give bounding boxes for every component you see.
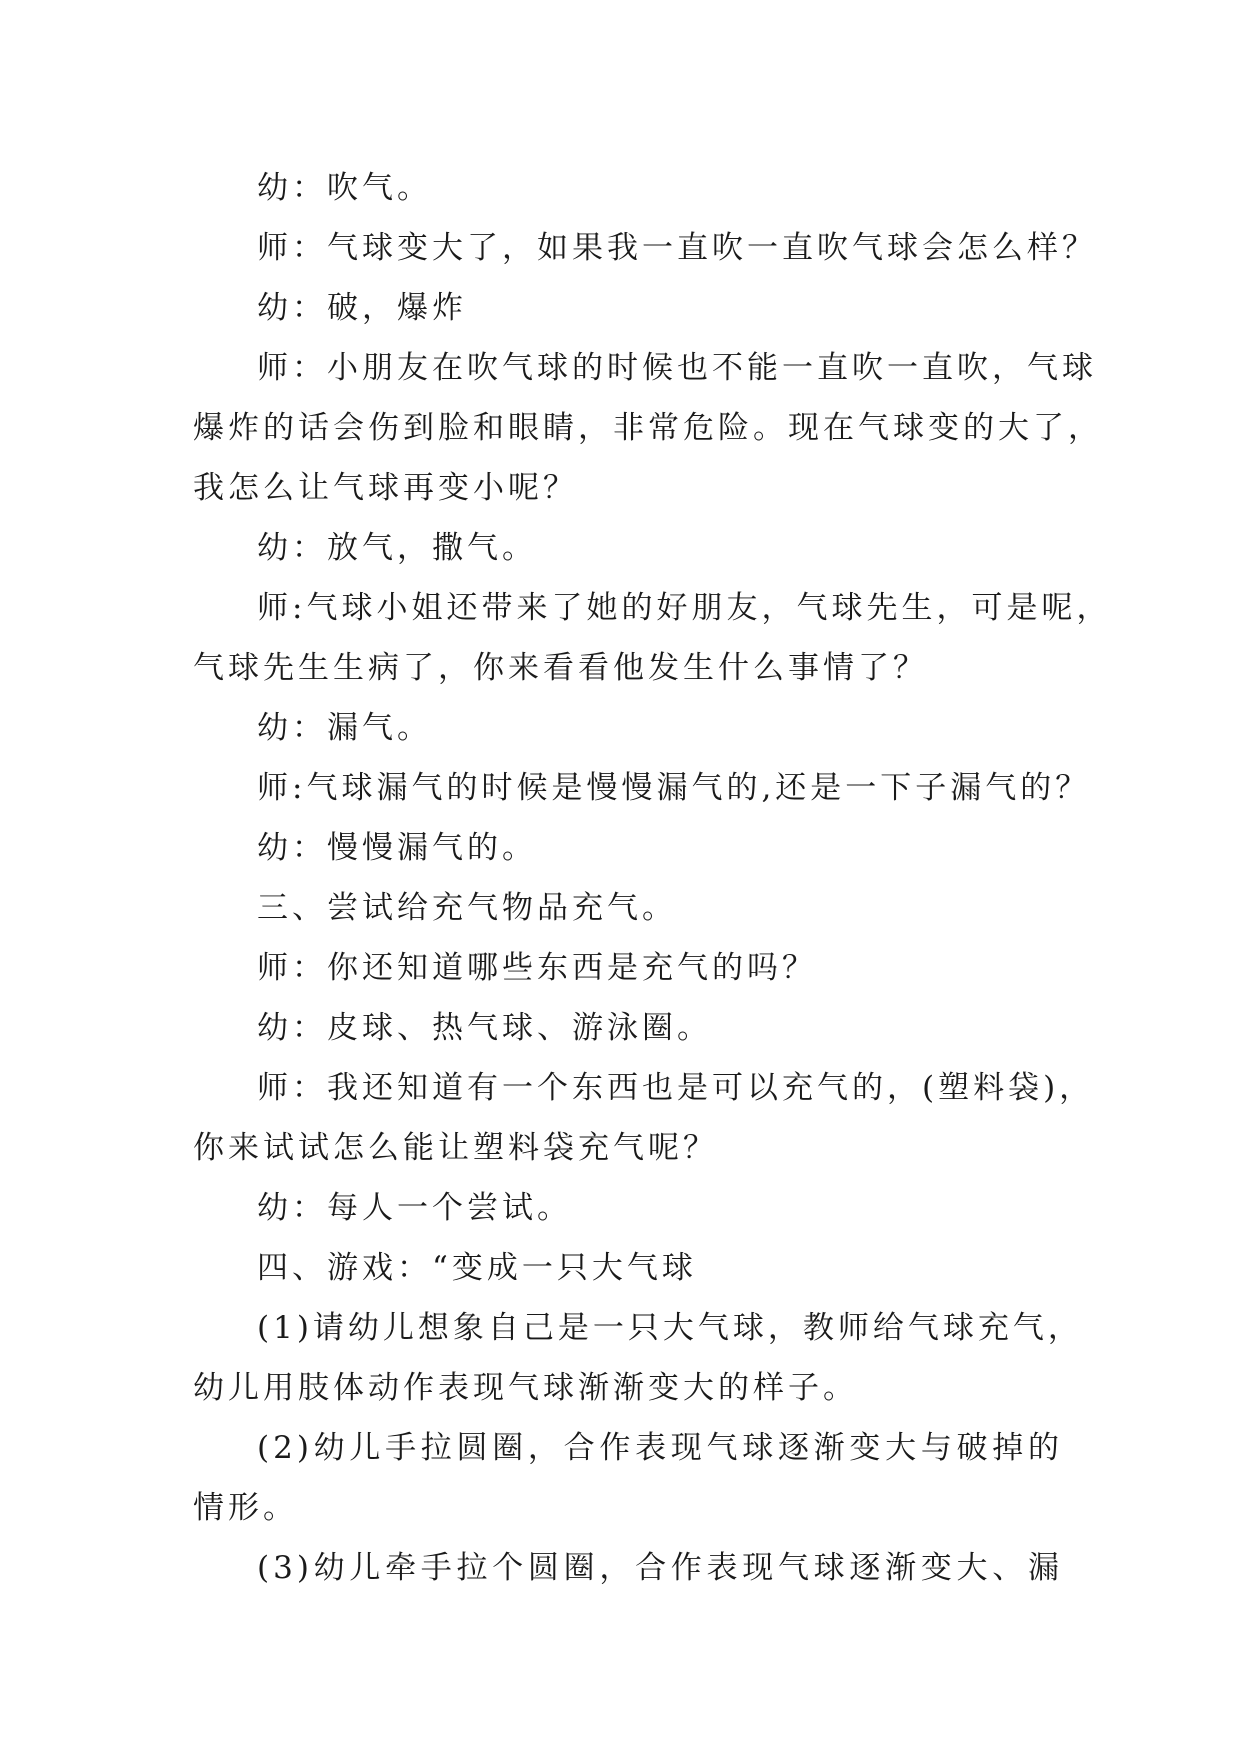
text-line: 师：气球变大了，如果我一直吹一直吹气球会怎么样？ — [257, 230, 1097, 266]
text-line: 我怎么让气球再变小呢？ — [193, 470, 578, 506]
text-line: 幼：慢慢漏气的。 — [257, 830, 537, 866]
text-line: 幼：吹气。 — [257, 170, 432, 206]
document-body — [193, 158, 1112, 1598]
section-heading: 四、游戏：“变成一只大气球 — [257, 1250, 697, 1286]
text-line: 幼：破，爆炸 — [257, 290, 467, 326]
text-line: 幼：漏气。 — [257, 710, 432, 746]
text-line: 师：你还知道哪些东西是充气的吗？ — [257, 950, 817, 986]
text-line: 幼儿用肢体动作表现气球渐渐变大的样子。 — [193, 1370, 858, 1406]
text-line: (2)幼儿手拉圆圈，合作表现气球逐渐变大与破掉的 — [257, 1430, 1063, 1466]
text-line: 师:气球小姐还带来了她的好朋友，气球先生，可是呢， — [257, 590, 1112, 626]
text-line: 气球先生生病了，你来看看他发生什么事情了？ — [193, 650, 928, 686]
text-line: 师：小朋友在吹气球的时候也不能一直吹一直吹，气球 — [257, 350, 1097, 386]
text-line: 师：我还知道有一个东西也是可以充气的，(塑料袋)， — [257, 1070, 1095, 1106]
text-line: (3)幼儿牵手拉个圆圈，合作表现气球逐渐变大、漏 — [257, 1550, 1063, 1586]
text-line: 情形。 — [193, 1490, 298, 1526]
text-line: 爆炸的话会伤到脸和眼睛，非常危险。现在气球变的大了， — [193, 410, 1103, 446]
section-heading: 三、尝试给充气物品充气。 — [257, 890, 677, 926]
text-line: (1)请幼儿想象自己是一只大气球，教师给气球充气， — [257, 1310, 1083, 1346]
text-line: 幼：放气，撒气。 — [257, 530, 537, 566]
text-line: 幼：每人一个尝试。 — [257, 1190, 572, 1226]
text-line: 你来试试怎么能让塑料袋充气呢？ — [193, 1130, 718, 1166]
text-line: 幼：皮球、热气球、游泳圈。 — [257, 1010, 712, 1046]
text-line: 师:气球漏气的时候是慢慢漏气的,还是一下子漏气的？ — [257, 770, 1091, 806]
